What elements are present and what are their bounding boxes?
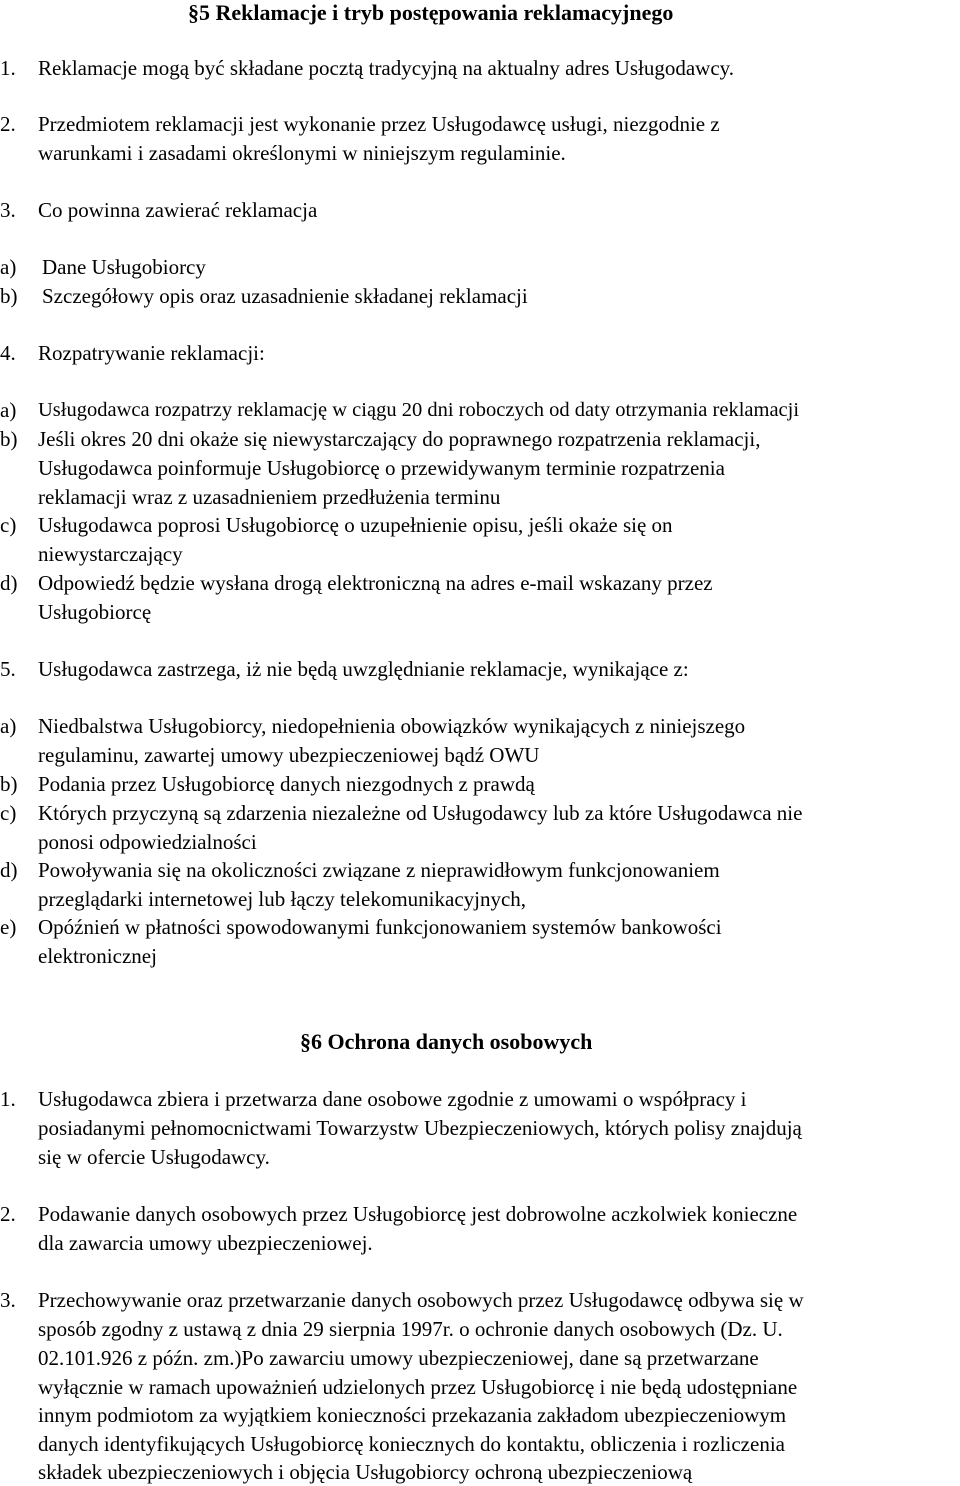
sub-item-marker: b): [0, 427, 18, 451]
sub-item-text: Usługobiorcę: [38, 600, 152, 624]
sub-item-marker: d): [0, 571, 18, 595]
section-5-heading: §5 Reklamacje i tryb postępowania reklamacyjnego: [188, 0, 674, 25]
item-text: innym podmiotom za wyjątkiem konieczności przekazania zakładom ubezpieczeniowym: [38, 1403, 787, 1427]
item-text: posiadanymi pełnomocnictwami Towarzystw Ubezpieczeniowych, których polisy znajdują: [38, 1116, 802, 1140]
sub-item-marker: a): [0, 398, 17, 422]
item-number: 3.: [0, 1288, 16, 1312]
section-6-heading: §6 Ochrona danych osobowych: [300, 1029, 593, 1054]
sub-item-text: Podania przez Usługobiorcę danych niezgodnych z prawdą: [38, 772, 535, 796]
sub-item-marker: c): [0, 513, 17, 537]
sub-item-text: ponosi odpowiedzialności: [38, 830, 257, 854]
item-text: dla zawarcia umowy ubezpieczeniowej.: [38, 1231, 373, 1255]
sub-item-marker: b): [0, 772, 18, 796]
sub-item-marker: b): [0, 284, 18, 308]
sub-item-text: Powoływania się na okoliczności związane z nieprawidłowym funkcjonowaniem: [38, 858, 720, 882]
item-number: 5.: [0, 657, 16, 681]
sub-item-marker: a): [0, 714, 17, 738]
sub-item-text: niewystarczający: [38, 542, 183, 566]
sub-item-marker: e): [0, 915, 17, 939]
item-number: 4.: [0, 341, 16, 365]
sub-item-text: Usługodawca poprosi Usługobiorcę o uzupełnienie opisu, jeśli okaże się on: [38, 513, 673, 537]
sub-item-text: przeglądarki internetowej lub łączy telekomunikacyjnych,: [38, 887, 527, 911]
item-text: Podawanie danych osobowych przez Usługobiorcę jest dobrowolne aczkolwiek konieczne: [38, 1202, 798, 1226]
item-text: danych identyfikujących Usługobiorcę koniecznych do kontaktu, obliczenia i rozliczenia: [38, 1432, 785, 1456]
item-text: składek ubezpieczeniowych i objęcia Usługobiorcy ochroną ubezpieczeniową: [38, 1460, 693, 1484]
item-text: Co powinna zawierać reklamacja: [38, 198, 318, 222]
sub-item-text: Jeśli okres 20 dni okaże się niewystarczający do poprawnego rozpatrzenia reklamacji,: [38, 427, 761, 451]
item-text: warunkami i zasadami określonymi w niniejszym regulaminie.: [38, 141, 566, 165]
sub-item-text: Odpowiedź będzie wysłana drogą elektroniczną na adres e-mail wskazany przez: [38, 571, 713, 595]
sub-item-text: Szczegółowy opis oraz uzasadnienie składanej reklamacji: [42, 284, 528, 308]
item-text: się w ofercie Usługodawcy.: [38, 1145, 270, 1169]
item-text: Rozpatrywanie reklamacji:: [38, 341, 265, 365]
item-text: sposób zgodny z ustawą z dnia 29 sierpnia 1997r. o ochronie danych osobowych (Dz. U.: [38, 1317, 783, 1341]
sub-item-text: Niedbalstwa Usługobiorcy, niedopełnienia obowiązków wynikających z niniejszego: [38, 714, 746, 738]
sub-item-text: Dane Usługobiorcy: [42, 255, 206, 279]
item-number: 2.: [0, 1202, 16, 1226]
sub-item-text: elektronicznej: [38, 944, 157, 968]
sub-item-marker: d): [0, 858, 18, 882]
item-text: Przedmiotem reklamacji jest wykonanie przez Usługodawcę usługi, niezgodnie z: [38, 112, 720, 136]
item-number: 1.: [0, 56, 16, 80]
sub-item-marker: c): [0, 801, 17, 825]
sub-item-text: Których przyczyną są zdarzenia niezależne od Usługodawcy lub za które Usługodawca nie: [38, 801, 803, 825]
sub-item-text: Usługodawca poinformuje Usługobiorcę o przewidywanym terminie rozpatrzenia: [38, 456, 725, 480]
item-number: 1.: [0, 1087, 16, 1111]
item-text: wyłącznie w ramach upoważnień udzielonych przez Usługobiorcę i nie będą udostępniane: [38, 1375, 798, 1399]
sub-item-text: Usługodawca rozpatrzy reklamację w ciągu 20 dni roboczych od daty otrzymania reklamacji: [38, 399, 800, 421]
item-text: 02.101.926 z późn. zm.)Po zawarciu umowy ubezpieczeniowej, dane są przetwarzane: [38, 1346, 759, 1370]
item-number: 2.: [0, 112, 16, 136]
item-text: Usługodawca zbiera i przetwarza dane osobowe zgodnie z umowami o współpracy i: [38, 1087, 747, 1111]
item-text: Usługodawca zastrzega, iż nie będą uwzględnianie reklamacje, wynikające z:: [38, 657, 689, 681]
sub-item-text: Opóźnień w płatności spowodowanymi funkcjonowaniem systemów bankowości: [38, 915, 722, 939]
item-number: 3.: [0, 198, 16, 222]
sub-item-text: regulaminu, zawartej umowy ubezpieczeniowej bądź OWU: [38, 743, 540, 767]
item-text: Przechowywanie oraz przetwarzanie danych osobowych przez Usługodawcę odbywa się w: [38, 1288, 804, 1312]
sub-item-text: reklamacji wraz z uzasadnieniem przedłużenia terminu: [38, 485, 501, 509]
item-text: Reklamacje mogą być składane pocztą tradycyjną na aktualny adres Usługodawcy.: [38, 56, 735, 80]
sub-item-marker: a): [0, 255, 17, 279]
